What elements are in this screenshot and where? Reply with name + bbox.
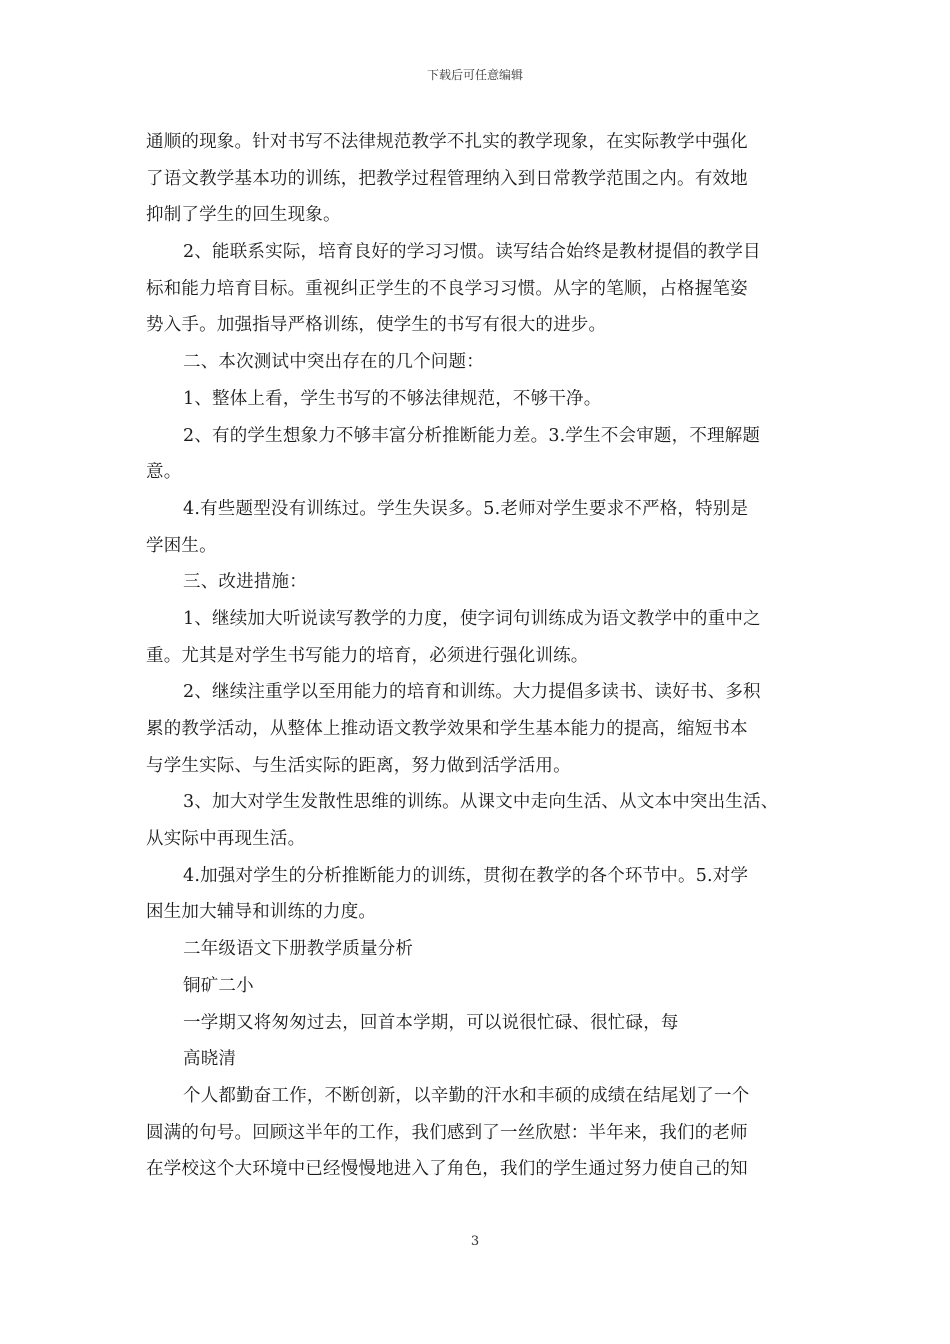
text-line: 学困生。 (146, 535, 217, 556)
text-line: 从实际中再现生活。 (146, 829, 306, 850)
text-line: 困生加大辅导和训练的力度。 (146, 902, 377, 923)
text-line: 4.有些题型没有训练过。学生失误多。5.老师对学生要求不严格，特别是 (183, 498, 749, 519)
text-line: 势入手。加强指导严格训练，使学生的书写有很大的进步。 (146, 315, 607, 336)
school-name: 铜矿二小 (183, 975, 254, 996)
text-line: 2、能联系实际，培育良好的学习习惯。读写结合始终是教材提倡的教学目 (183, 242, 761, 263)
text-line: 2、继续注重学以至用能力的培育和训练。大力提倡多读书、读好书、多积 (183, 682, 761, 703)
text-line: 与学生实际、与生活实际的距离，努力做到活学活用。 (146, 755, 571, 776)
section-heading: 三、改进措施： (183, 572, 307, 593)
text-line: 2、有的学生想象力不够丰富分析推断能力差。3.学生不会审题，不理解题 (183, 425, 761, 446)
text-line: 3、加大对学生发散性思维的训练。从课文中走向生活、从文本中突出生活、 (183, 792, 779, 813)
page-header: 下载后可任意编辑 (426, 68, 523, 82)
text-line: 累的教学活动，从整体上推动语文教学效果和学生基本能力的提高，缩短书本 (146, 719, 748, 739)
text-line: 抑制了学生的回生现象。 (146, 205, 341, 226)
text-line: 1、继续加大听说读写教学的力度，使字词句训练成为语文教学中的重中之 (183, 608, 761, 629)
text-line: 了语文教学基本功的训练，把教学过程管理纳入到日常教学范围之内。有效地 (146, 168, 748, 189)
text-line: 通顺的现象。针对书写不法律规范教学不扎实的教学现象，在实际教学中强化 (146, 132, 748, 152)
text-line: 在学校这个大环境中已经慢慢地进入了角色，我们的学生通过努力使自己的知 (146, 1159, 748, 1180)
section-heading: 二、本次测试中突出存在的几个问题： (183, 352, 484, 373)
text-line: 1、整体上看，学生书写的不够法律规范，不够干净。 (183, 388, 602, 409)
text-line: 一学期又将匆匆过去，回首本学期，可以说很忙碌、很忙碌，每 (183, 1012, 679, 1033)
document-body (146, 124, 808, 1188)
author-name: 高晓清 (183, 1049, 237, 1070)
text-line: 标和能力培育目标。重视纠正学生的不良学习习惯。从字的笔顺，占格握笔姿 (146, 278, 748, 299)
text-line: 4.加强对学生的分析推断能力的训练，贯彻在教学的各个环节中。5.对学 (183, 865, 749, 886)
text-line: 意。 (146, 462, 182, 483)
text-line: 重。尤其是对学生书写能力的培育，必须进行强化训练。 (146, 645, 589, 666)
page-number: 3 (470, 1234, 480, 1249)
text-line: 圆满的句号。回顾这半年的工作，我们感到了一丝欣慰：半年来，我们的老师 (146, 1122, 748, 1143)
text-line: 个人都勤奋工作，不断创新，以辛勤的汗水和丰硕的成绩在结尾划了一个 (183, 1085, 750, 1106)
document-title: 二年级语文下册教学质量分析 (183, 939, 414, 960)
